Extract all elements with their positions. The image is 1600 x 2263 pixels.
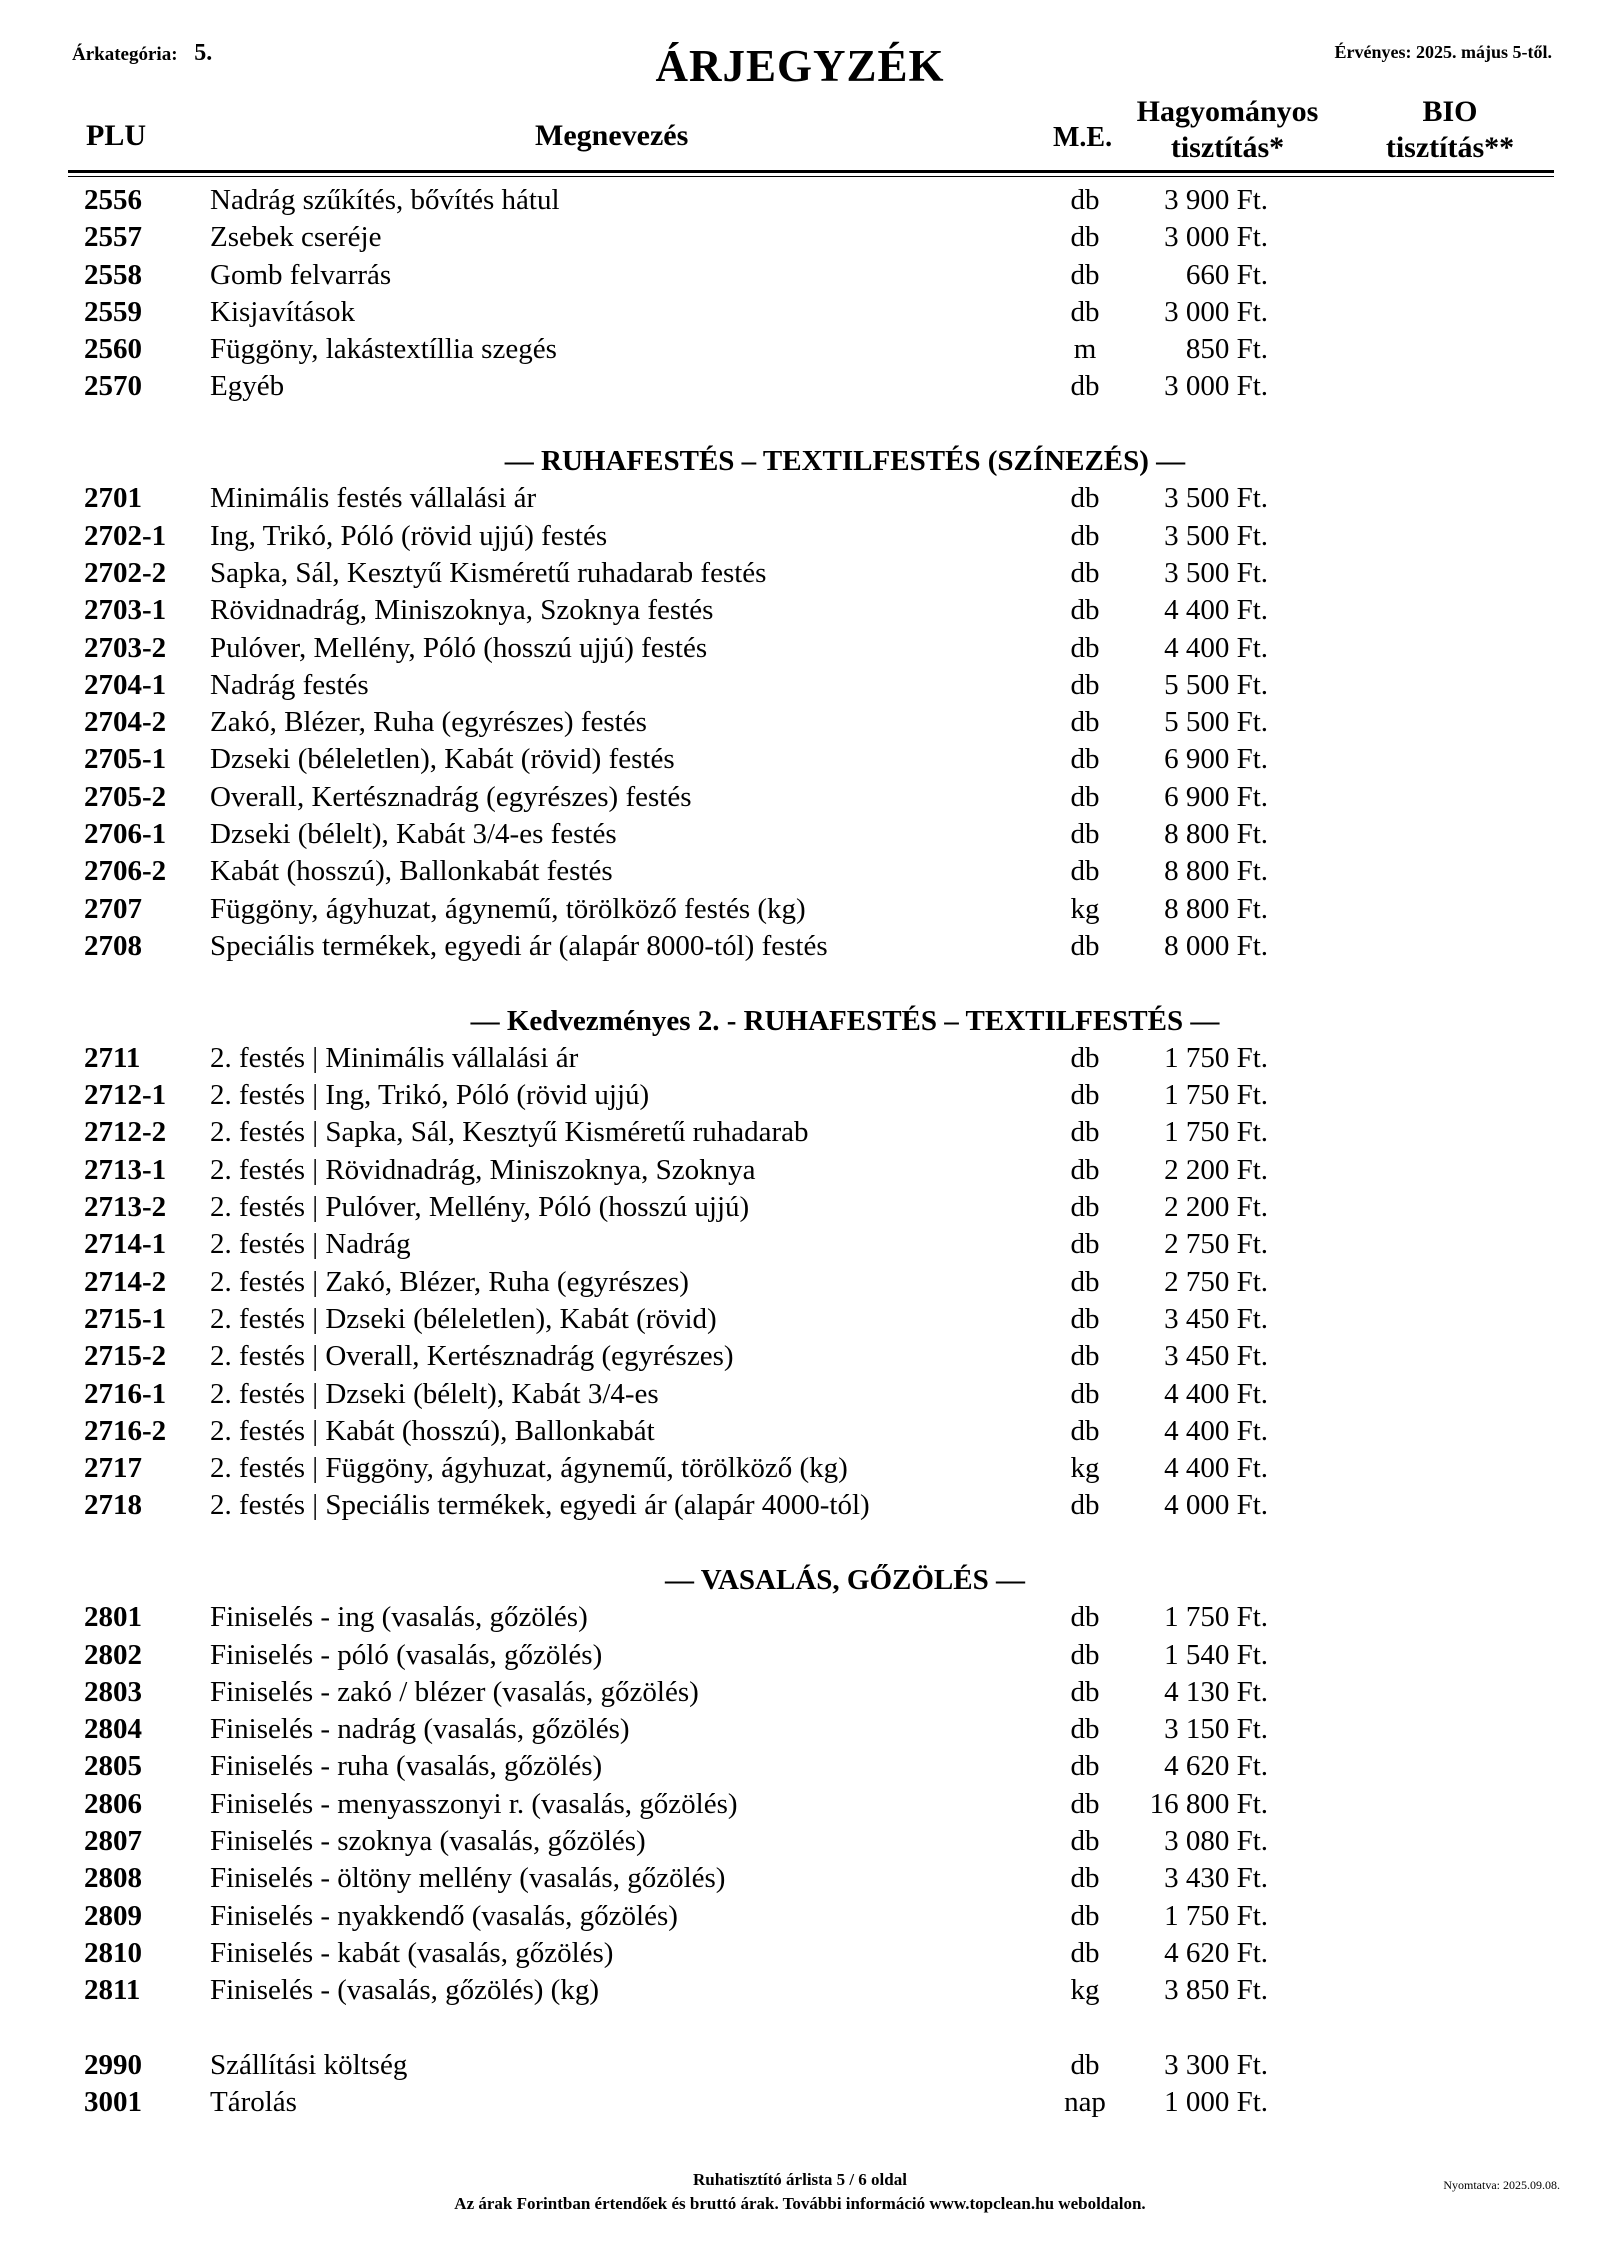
price: 2 200 Ft.	[1164, 1191, 1268, 1224]
plu-code: 2708	[84, 929, 142, 962]
item-name: Finiselés - kabát (vasalás, gőzölés)	[210, 1936, 614, 1969]
plu-code: 2716-1	[84, 1377, 167, 1410]
price: 3 450 Ft.	[1164, 1302, 1268, 1335]
unit: db	[1070, 743, 1100, 776]
price: 6 900 Ft.	[1164, 743, 1268, 776]
plu-code: 2803	[84, 1675, 142, 1708]
plu-code: 2801	[84, 1601, 142, 1634]
item-name: 2. festés | Overall, Kertésznadrág (egyrészes)	[210, 1340, 734, 1373]
footer-note: Az árak Forintban értendőek és bruttó árak. További információ www.topclean.hu weboldalon.	[454, 2194, 1146, 2213]
item-name: 2. festés | Speciális termékek, egyedi ár (alapár 4000-tól)	[210, 1489, 870, 1522]
plu-code: 2706-1	[84, 818, 167, 851]
plu-code: 2707	[84, 892, 142, 925]
price-row	[0, 741, 1600, 778]
group-spacer	[0, 406, 1600, 443]
footer	[0, 2168, 1600, 2216]
unit: db	[1070, 556, 1100, 589]
plu-code: 2713-2	[84, 1191, 167, 1224]
unit: db	[1070, 1601, 1100, 1634]
item-name: Dzseki (béleletlen), Kabát (rövid) festés	[210, 743, 675, 776]
plu-code: 2557	[84, 221, 142, 254]
item-name: Egyéb	[210, 370, 285, 403]
unit: db	[1070, 668, 1100, 701]
unit: db	[1070, 1265, 1100, 1298]
plu-code: 2556	[84, 184, 142, 216]
item-name: 2. festés | Függöny, ágyhuzat, ágynemű, törölköző (kg)	[210, 1452, 848, 1485]
plu-code: 2715-1	[84, 1302, 167, 1335]
item-name: 2. festés | Nadrág	[210, 1228, 411, 1261]
unit: db	[1070, 1191, 1100, 1224]
item-name: Finiselés - nadrág (vasalás, gőzölés)	[210, 1713, 630, 1746]
plu-code: 2713-1	[84, 1153, 167, 1186]
item-name: Finiselés - (vasalás, gőzölés) (kg)	[210, 1974, 599, 2007]
plu-code: 2702-1	[84, 519, 167, 552]
column-header-traditional-line2: tisztítás*	[1170, 131, 1285, 164]
price: 16 800 Ft.	[1149, 1787, 1268, 1820]
price: 6 900 Ft.	[1164, 780, 1268, 813]
price: 8 000 Ft.	[1164, 929, 1268, 962]
price-row	[0, 1450, 1600, 1487]
price: 1 750 Ft.	[1164, 1899, 1268, 1932]
plu-code: 2705-2	[84, 780, 167, 813]
price-row	[0, 592, 1600, 629]
unit: db	[1070, 1489, 1100, 1522]
price-row	[0, 1674, 1600, 1711]
plu-code: 2558	[84, 258, 142, 291]
unit: db	[1070, 1675, 1100, 1708]
price: 1 750 Ft.	[1164, 1041, 1268, 1074]
plu-code: 2718	[84, 1489, 142, 1522]
price: 1 750 Ft.	[1164, 1601, 1268, 1634]
price: 4 130 Ft.	[1164, 1675, 1268, 1708]
unit: db	[1070, 1340, 1100, 1373]
price: 3 080 Ft.	[1164, 1825, 1268, 1858]
header-rule-thick	[68, 170, 1554, 173]
price: 2 750 Ft.	[1164, 1228, 1268, 1261]
valid-from: Érvényes: 2025. május 5-től.	[1334, 42, 1552, 62]
price-row	[0, 1823, 1600, 1860]
price-row	[0, 555, 1600, 592]
plu-code: 2559	[84, 295, 142, 328]
price-row	[0, 1077, 1600, 1114]
section-title: — VASALÁS, GŐZÖLÉS —	[665, 1563, 1025, 1596]
price-row	[0, 2084, 1600, 2121]
item-name: 2. festés | Dzseki (béleletlen), Kabát (rövid)	[210, 1302, 717, 1335]
price: 3 500 Ft.	[1164, 482, 1268, 515]
plu-code: 2714-1	[84, 1228, 167, 1261]
unit: db	[1070, 1041, 1100, 1074]
plu-code: 2703-2	[84, 631, 167, 664]
unit: db	[1070, 1638, 1100, 1671]
section-title: — RUHAFESTÉS – TEXTILFESTÉS (SZÍNEZÉS) —	[504, 445, 1186, 478]
item-name: Dzseki (bélelt), Kabát 3/4-es festés	[210, 818, 617, 851]
plu-code: 2802	[84, 1638, 142, 1671]
unit: db	[1070, 1302, 1100, 1335]
plu-code: 2570	[84, 370, 142, 403]
price-row	[0, 1599, 1600, 1636]
unit: kg	[1070, 1452, 1100, 1485]
plu-code: 2702-2	[84, 556, 167, 589]
price: 4 000 Ft.	[1164, 1489, 1268, 1522]
price-row	[0, 630, 1600, 667]
section-title: — Kedvezményes 2. - RUHAFESTÉS – TEXTILFESTÉS —	[470, 1004, 1220, 1037]
plu-code: 2808	[84, 1862, 142, 1895]
page-title: ÁRJEGYZÉK	[655, 41, 945, 91]
price-row	[0, 1637, 1600, 1674]
price: 8 800 Ft.	[1164, 818, 1268, 851]
footer-page-info: Ruhatisztító árlista 5 / 6 oldal	[693, 2170, 907, 2189]
price: 5 500 Ft.	[1164, 668, 1268, 701]
unit: db	[1070, 1116, 1100, 1149]
item-name: Kisjavítások	[210, 295, 355, 328]
plu-code: 2811	[84, 1974, 141, 2007]
price-row	[0, 1264, 1600, 1301]
item-name: Finiselés - ing (vasalás, gőzölés)	[210, 1601, 588, 1634]
price: 1 750 Ft.	[1164, 1116, 1268, 1149]
column-header-name: Megnevezés	[535, 119, 689, 152]
unit: db	[1070, 1713, 1100, 1746]
price-row	[0, 331, 1600, 368]
unit: db	[1070, 1153, 1100, 1186]
item-name: Pulóver, Mellény, Póló (hosszú ujjú) festés	[210, 631, 708, 664]
group-spacer	[0, 965, 1600, 1002]
column-header-bio	[1370, 94, 1530, 166]
item-name: Rövidnadrág, Miniszoknya, Szoknya festés	[210, 594, 714, 627]
unit: db	[1070, 1377, 1100, 1410]
price: 3 500 Ft.	[1164, 519, 1268, 552]
price: 3 500 Ft.	[1164, 556, 1268, 589]
price-row	[0, 891, 1600, 928]
price-row	[0, 1413, 1600, 1450]
price-row	[0, 928, 1600, 965]
price: 3 450 Ft.	[1164, 1340, 1268, 1373]
item-name: 2. festés | Pulóver, Mellény, Póló (hosszú ujjú)	[210, 1191, 750, 1224]
unit: db	[1070, 519, 1100, 552]
price: 4 400 Ft.	[1164, 1377, 1268, 1410]
price: 2 750 Ft.	[1164, 1265, 1268, 1298]
plu-code: 2701	[84, 482, 142, 515]
price-row	[0, 1226, 1600, 1263]
plu-code: 3001	[84, 2086, 142, 2119]
price-row	[0, 294, 1600, 331]
unit: db	[1070, 258, 1100, 291]
item-name: 2. festés | Sapka, Sál, Kesztyű Kisméretű ruhadarab	[210, 1116, 809, 1149]
item-name: Zakó, Blézer, Ruha (egyrészes) festés	[210, 706, 647, 739]
unit: db	[1070, 594, 1100, 627]
item-name: 2. festés | Zakó, Blézer, Ruha (egyrészes)	[210, 1265, 689, 1298]
plu-code: 2990	[84, 2048, 142, 2081]
plu-code: 2807	[84, 1825, 142, 1858]
item-name: Finiselés - ruha (vasalás, gőzölés)	[210, 1750, 603, 1783]
item-name: Minimális festés vállalási ár	[210, 482, 537, 515]
price: 3 000 Ft.	[1164, 221, 1268, 254]
price: 8 800 Ft.	[1164, 892, 1268, 925]
price-row	[0, 816, 1600, 853]
price: 4 620 Ft.	[1164, 1936, 1268, 1969]
price: 1 000 Ft.	[1164, 2086, 1268, 2119]
price-category-label: Árkategória:	[72, 44, 178, 65]
plu-code: 2703-1	[84, 594, 167, 627]
unit: nap	[1064, 2086, 1106, 2119]
item-name: Kabát (hosszú), Ballonkabát festés	[210, 855, 613, 888]
price-row	[0, 1301, 1600, 1338]
price-row	[0, 1487, 1600, 1524]
price: 3 430 Ft.	[1164, 1862, 1268, 1895]
price: 1 750 Ft.	[1164, 1079, 1268, 1112]
price: 4 400 Ft.	[1164, 1414, 1268, 1447]
item-name: Zsebek cseréje	[210, 221, 382, 254]
price: 3 150 Ft.	[1164, 1713, 1268, 1746]
price: 8 800 Ft.	[1164, 855, 1268, 888]
unit: db	[1070, 184, 1100, 216]
price: 850 Ft.	[1185, 333, 1268, 366]
item-name: 2. festés | Ing, Trikó, Póló (rövid ujjú)	[210, 1079, 650, 1112]
plu-code: 2804	[84, 1713, 142, 1746]
plu-code: 2704-1	[84, 668, 167, 701]
price-row	[0, 779, 1600, 816]
unit: kg	[1070, 892, 1100, 925]
price: 4 400 Ft.	[1164, 631, 1268, 664]
group-spacer	[0, 2010, 1600, 2047]
price-row	[0, 1786, 1600, 1823]
printed-date: Nyomtatva: 2025.09.08.	[1443, 2178, 1560, 2192]
price-row	[0, 1898, 1600, 1935]
item-name: Finiselés - menyasszonyi r. (vasalás, gőzölés)	[210, 1787, 738, 1820]
unit: m	[1073, 333, 1097, 366]
price-row	[0, 704, 1600, 741]
item-name: 2. festés | Minimális vállalási ár	[210, 1041, 579, 1074]
price-row	[0, 1860, 1600, 1897]
unit: db	[1070, 631, 1100, 664]
item-name: Gomb felvarrás	[210, 258, 392, 291]
price: 4 400 Ft.	[1164, 594, 1268, 627]
item-name: Finiselés - zakó / blézer (vasalás, gőzölés)	[210, 1675, 699, 1708]
unit: db	[1070, 295, 1100, 328]
plu-code: 2716-2	[84, 1414, 167, 1447]
price-row	[0, 2047, 1600, 2084]
header-rule-thin	[68, 176, 1554, 177]
plu-code: 2714-2	[84, 1265, 167, 1298]
column-header-traditional	[1120, 94, 1335, 166]
price-row	[0, 1189, 1600, 1226]
unit: db	[1070, 818, 1100, 851]
unit: db	[1070, 370, 1100, 403]
price-row	[0, 182, 1600, 219]
plu-code: 2704-2	[84, 706, 167, 739]
item-name: Overall, Kertésznadrág (egyrészes) festés	[210, 780, 692, 813]
price-row	[0, 257, 1600, 294]
price: 5 500 Ft.	[1164, 706, 1268, 739]
plu-code: 2717	[84, 1452, 142, 1485]
price-row	[0, 219, 1600, 256]
price: 3 300 Ft.	[1164, 2048, 1268, 2081]
price-row	[0, 480, 1600, 517]
unit: db	[1070, 855, 1100, 888]
item-name: Sapka, Sál, Kesztyű Kisméretű ruhadarab festés	[210, 556, 767, 589]
price-row	[0, 1114, 1600, 1151]
unit: db	[1070, 482, 1100, 515]
price-row	[0, 368, 1600, 405]
price-row	[0, 1152, 1600, 1189]
price: 3 850 Ft.	[1164, 1974, 1268, 2007]
unit: db	[1070, 1899, 1100, 1932]
price-row	[0, 1748, 1600, 1785]
item-name: Nadrág festés	[210, 668, 369, 701]
item-name: Függöny, ágyhuzat, ágynemű, törölköző festés (kg)	[210, 892, 806, 925]
unit: db	[1070, 1414, 1100, 1447]
price: 660 Ft.	[1185, 258, 1268, 291]
unit: db	[1070, 1750, 1100, 1783]
item-name: Speciális termékek, egyedi ár (alapár 8000-tól) festés	[210, 929, 828, 962]
price-row	[0, 853, 1600, 890]
unit: db	[1070, 1862, 1100, 1895]
item-name: Finiselés - póló (vasalás, gőzölés)	[210, 1638, 603, 1671]
unit: db	[1070, 1825, 1100, 1858]
item-name: 2. festés | Kabát (hosszú), Ballonkabát	[210, 1414, 655, 1447]
plu-code: 2810	[84, 1936, 142, 1969]
plu-code: 2705-1	[84, 743, 167, 776]
item-name: Finiselés - szoknya (vasalás, gőzölés)	[210, 1825, 646, 1858]
unit: db	[1070, 1936, 1100, 1969]
price-row	[0, 1972, 1600, 2009]
item-name: Finiselés - nyakkendő (vasalás, gőzölés)	[210, 1899, 678, 1932]
plu-code: 2809	[84, 1899, 142, 1932]
price: 3 000 Ft.	[1164, 370, 1268, 403]
plu-code: 2560	[84, 333, 142, 366]
price-row	[0, 518, 1600, 555]
column-header-unit: M.E.	[1053, 122, 1113, 153]
plu-code: 2711	[84, 1041, 141, 1074]
price-category-value: 5.	[194, 40, 213, 66]
price: 1 540 Ft.	[1164, 1638, 1268, 1671]
item-name: Függöny, lakástextíllia szegés	[210, 333, 557, 366]
column-header-bio-line1: BIO	[1422, 95, 1478, 128]
plu-code: 2805	[84, 1750, 142, 1783]
unit: db	[1070, 1228, 1100, 1261]
item-name: 2. festés | Dzseki (bélelt), Kabát 3/4-es	[210, 1377, 659, 1410]
price-row	[0, 1711, 1600, 1748]
price: 4 400 Ft.	[1164, 1452, 1268, 1485]
price: 2 200 Ft.	[1164, 1153, 1268, 1186]
column-header-bio-line2: tisztítás**	[1385, 131, 1515, 164]
item-name: Nadrág szűkítés, bővítés hátul	[210, 184, 560, 216]
item-name: Finiselés - öltöny mellény (vasalás, gőzölés)	[210, 1862, 726, 1895]
unit: db	[1070, 221, 1100, 254]
price-list	[0, 182, 1600, 2121]
price: 3 000 Ft.	[1164, 295, 1268, 328]
column-header-plu: PLU	[86, 119, 146, 152]
plu-code: 2706-2	[84, 855, 167, 888]
unit: db	[1070, 2048, 1100, 2081]
unit: db	[1070, 929, 1100, 962]
price-row	[0, 1935, 1600, 1972]
price-row	[0, 1376, 1600, 1413]
plu-code: 2712-2	[84, 1116, 167, 1149]
unit: db	[1070, 780, 1100, 813]
item-name: 2. festés | Rövidnadrág, Miniszoknya, Szoknya	[210, 1153, 756, 1186]
price: 4 620 Ft.	[1164, 1750, 1268, 1783]
item-name: Tárolás	[210, 2086, 297, 2119]
item-name: Szállítási költség	[210, 2048, 408, 2081]
unit: db	[1070, 1787, 1100, 1820]
unit: db	[1070, 1079, 1100, 1112]
price-row	[0, 667, 1600, 704]
group-spacer	[0, 1525, 1600, 1562]
unit: db	[1070, 706, 1100, 739]
column-header-traditional-line1: Hagyományos	[1136, 95, 1319, 128]
plu-code: 2712-1	[84, 1079, 167, 1112]
unit: kg	[1070, 1974, 1100, 2007]
plu-code: 2715-2	[84, 1340, 167, 1373]
item-name: Ing, Trikó, Póló (rövid ujjú) festés	[210, 519, 608, 552]
price-row	[0, 1040, 1600, 1077]
price-row	[0, 1338, 1600, 1375]
plu-code: 2806	[84, 1787, 142, 1820]
price: 3 900 Ft.	[1164, 184, 1268, 216]
